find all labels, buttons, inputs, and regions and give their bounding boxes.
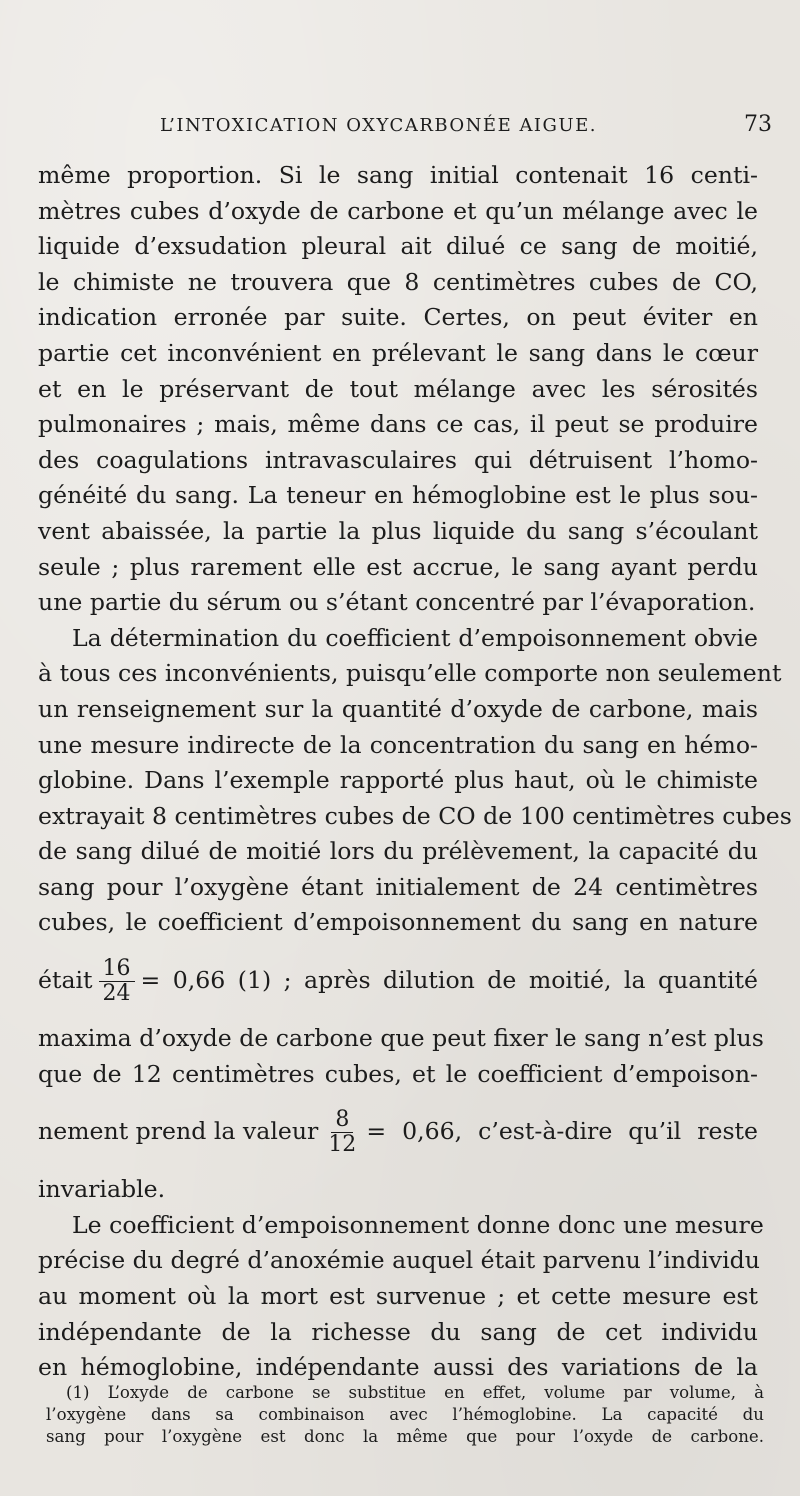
paragraph-start-line: Le coefficient d’empoisonnement donne donc une mesure — [72, 1210, 764, 1239]
equation-line — [38, 1092, 758, 1172]
text-line: une partie du sérum ou s’étant concentré par l’évaporation. — [38, 588, 756, 617]
text-line: précise du degré d’anoxémie auquel était parvenu l’individu — [38, 1246, 760, 1275]
text-line: en hémoglobine, indépendante aussi des variations de la — [38, 1353, 758, 1382]
text-line: indication erronée par suite. Certes, on peut éviter en — [38, 303, 758, 332]
text-line: même proportion. Si le sang initial contenait 16 centi- — [38, 161, 758, 189]
equation-lead-text: était — [38, 966, 93, 995]
equation-line — [38, 941, 758, 1021]
equation-trail-text: = 0,66, c’est-à-dire qu’il reste — [366, 1117, 758, 1146]
body-text — [38, 158, 792, 1386]
text-line: et en le préservant de tout mélange avec les sérosités — [38, 374, 758, 403]
fraction — [99, 957, 135, 1006]
text-line: globine. Dans l’exemple rapporté plus haut, où le chimiste — [38, 766, 758, 795]
equation-trail-text: = 0,66 (1) ; après dilution de moitié, la quantité — [140, 966, 758, 995]
equation-lead-text: nement prend la valeur — [38, 1117, 319, 1146]
text-line: une mesure indirecte de la concentration du sang en hémo- — [38, 730, 758, 759]
text-line: à tous ces inconvénients, puisqu’elle comporte non seulement — [38, 659, 782, 688]
page-number: 73 — [744, 112, 772, 137]
fraction — [324, 1108, 360, 1157]
text-line: que de 12 centimètres cubes, et le coefficient d’empoison- — [38, 1059, 758, 1088]
footnote-line: (1) L’oxyde de carbone se substitue en effet, volume par volume, à — [66, 1383, 764, 1402]
text-line: extrayait 8 centimètres cubes de CO de 100 centimètres cubes — [38, 801, 792, 830]
text-line: maxima d’oxyde de carbone que peut fixer le sang n’est plus — [38, 1024, 764, 1053]
text-line: le chimiste ne trouvera que 8 centimètres cubes de CO, — [38, 267, 758, 296]
fraction-denominator: 12 — [328, 1131, 357, 1157]
text-line: sang pour l’oxygène étant initialement de 24 centimètres — [38, 872, 758, 901]
text-line: partie cet inconvénient en prélevant le sang dans le cœur — [38, 338, 758, 367]
text-line: au moment où la mort est survenue ; et cette mesure est — [38, 1282, 758, 1311]
footnote — [46, 1382, 764, 1448]
text-line: de sang dilué de moitié lors du prélèvement, la capacité du — [38, 837, 758, 866]
fraction-denominator: 24 — [102, 980, 131, 1006]
text-line: cubes, le coefficient d’empoisonnement du sang en nature — [38, 908, 758, 937]
text-line: seule ; plus rarement elle est accrue, le sang ayant perdu — [38, 552, 758, 581]
fraction-numerator: 16 — [99, 957, 135, 982]
running-header — [160, 112, 772, 137]
text-line: des coagulations intravasculaires qui détruisent l’homo- — [38, 445, 758, 474]
text-line: indépendante de la richesse du sang de cet individu — [38, 1317, 758, 1346]
text-line: généité du sang. La teneur en hémoglobine est le plus sou- — [38, 481, 758, 510]
footnote-line: sang pour l’oxygène est donc la même que pour l’oxyde de carbone. — [46, 1427, 764, 1446]
text-line: pulmonaires ; mais, même dans ce cas, il peut se produire — [38, 410, 758, 439]
text-line: vent abaissée, la partie la plus liquide du sang s’écoulant — [38, 516, 758, 545]
text-line: un renseignement sur la quantité d’oxyde de carbone, mais — [38, 694, 758, 723]
text-line: mètres cubes d’oxyde de carbone et qu’un mélange avec le — [38, 196, 758, 225]
fraction-numerator: 8 — [331, 1108, 353, 1133]
paragraph-start-line: La détermination du coefficient d’empoisonnement obvie — [72, 623, 758, 652]
text-line: liquide d’exsudation pleural ait dilué ce sang de moitié, — [38, 232, 758, 261]
text-line: invariable. — [38, 1175, 166, 1204]
footnote-line: l’oxygène dans sa combinaison avec l’hémoglobine. La capacité du — [46, 1405, 764, 1424]
running-title: L’INTOXICATION OXYCARBONÉE AIGUE. — [160, 115, 597, 136]
